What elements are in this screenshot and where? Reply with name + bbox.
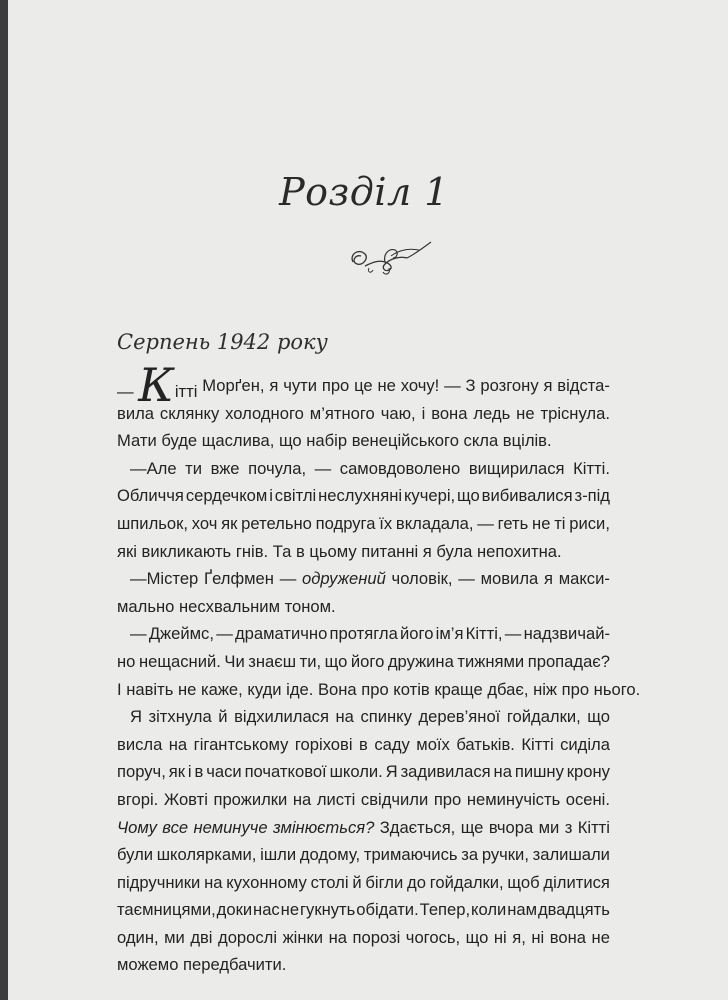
word: крону (566, 762, 610, 782)
word: підручники (117, 872, 201, 892)
word: в (359, 734, 368, 754)
word: мовила (480, 569, 539, 589)
word: мально несхвальним тоном. (117, 596, 336, 616)
text-line (117, 731, 610, 759)
word: хочу! (400, 376, 440, 395)
word: ім’я (435, 624, 464, 644)
word: я (543, 569, 553, 589)
word: початкової (244, 762, 327, 782)
word: до (407, 872, 426, 892)
word: осені. (565, 789, 610, 809)
word: таємницями, (117, 900, 216, 920)
word: — (117, 382, 139, 401)
word: часи (206, 762, 242, 782)
word: змінюється? (272, 817, 375, 837)
word: не (516, 403, 535, 423)
word: зітхнула (148, 707, 212, 727)
word: тижнями (457, 651, 525, 671)
word: Чому (117, 817, 157, 837)
word: ретельно (241, 513, 312, 533)
word: — (216, 624, 233, 644)
word: —Містер (130, 569, 199, 589)
word: ітті (174, 382, 198, 401)
word: залишали (532, 845, 610, 865)
word: протягла (329, 624, 398, 644)
text-line (117, 455, 610, 483)
word: з (564, 817, 573, 837)
word: можемо передбачити. (117, 955, 287, 975)
word: тримаючись (363, 845, 458, 865)
word: чоловік, (391, 569, 453, 589)
word: нам (507, 900, 538, 920)
text-line (117, 869, 610, 897)
word: що (324, 651, 348, 671)
word: на (328, 927, 347, 947)
word: ті (554, 513, 566, 533)
word: це (354, 376, 373, 395)
word: жінки (282, 927, 324, 947)
word: ми (164, 927, 185, 947)
word: про (433, 789, 462, 809)
text-line (117, 896, 610, 924)
word: поруч, (117, 762, 166, 782)
word: хоч (191, 513, 218, 533)
word: вона (431, 403, 468, 423)
text-line (117, 565, 610, 593)
word: Кітті (577, 817, 610, 837)
word: на (335, 707, 354, 727)
word: я (543, 376, 553, 395)
word: нас (253, 900, 280, 920)
word: ні (493, 927, 507, 947)
word: за (461, 845, 479, 865)
opening-word-group (117, 358, 198, 412)
word: порозі (352, 927, 401, 947)
word: й (218, 707, 228, 727)
text-line (117, 786, 610, 814)
chapter-body-text (117, 358, 641, 979)
word: ні (531, 927, 545, 947)
word: Кітті. (573, 458, 610, 478)
word: відхилилася (234, 707, 329, 727)
word: відста- (557, 376, 610, 395)
text-line (117, 510, 610, 538)
word: І навіть не каже, куди іде. Вона про котів краще дбає, ніж про нього. (117, 679, 641, 699)
word: які викликають гнів. Та в цьому питанні я була непохитна. (117, 541, 562, 561)
word: і (421, 403, 426, 423)
word: вила (117, 403, 154, 423)
word: свідчили (360, 789, 429, 809)
word: самовдоволено (339, 458, 461, 478)
text-line (117, 427, 610, 455)
word: столі (310, 872, 349, 892)
word: Здається, (379, 817, 456, 837)
word: Я (385, 762, 398, 782)
word: задивилася (400, 762, 491, 782)
word: його (400, 624, 434, 644)
word: сердечком (185, 486, 268, 506)
word: й (352, 872, 362, 892)
word: —Але (130, 458, 177, 478)
text-line (117, 358, 610, 412)
word: про (321, 376, 350, 395)
word: м’ятного (309, 403, 375, 423)
word: вибивалися (481, 486, 573, 506)
word: геть (497, 513, 529, 533)
word: світлі (274, 486, 317, 506)
word: щоб (507, 872, 540, 892)
word: шпильок, (117, 513, 188, 533)
word: і (269, 486, 273, 506)
word: ще (460, 817, 484, 837)
word: додому, (299, 845, 361, 865)
word: Мати буде щаслива, що набір венеційського скла вцілів. (117, 431, 552, 451)
word: макси- (558, 569, 610, 589)
word: подруга (315, 513, 376, 533)
word: доки (216, 900, 253, 920)
word: дорослі (218, 927, 278, 947)
word: ти (185, 458, 203, 478)
word: нещасний. (138, 651, 221, 671)
word: двадцять (537, 900, 610, 920)
word: Тепер, (419, 900, 471, 920)
word: розгону (480, 376, 539, 395)
section-date-heading: Серпень 1942 року (117, 330, 328, 354)
word: що (457, 486, 480, 506)
word: одружений (302, 569, 386, 589)
word: Я (130, 707, 142, 727)
word: на (204, 872, 223, 892)
word: я, (512, 927, 526, 947)
word: тріснула. (540, 403, 610, 423)
text-line (117, 758, 610, 786)
word: бігли (365, 872, 404, 892)
word: но (117, 651, 136, 671)
word: з-під (574, 486, 610, 506)
word: ішли (260, 845, 297, 865)
word: — (279, 569, 297, 589)
word: — (458, 569, 475, 589)
word: чути (283, 376, 317, 395)
word: — (504, 624, 522, 644)
text-line (117, 482, 610, 510)
word: на (292, 789, 312, 809)
word: ручки, (481, 845, 529, 865)
drop-cap-letter: К (138, 358, 174, 412)
word: холодного (225, 403, 304, 423)
word: неминучість (466, 789, 561, 809)
word: Жовті (163, 789, 208, 809)
word: спинку (360, 707, 412, 727)
word: листі (316, 789, 356, 809)
word: їх (379, 513, 393, 533)
word: гойдалки, (506, 707, 581, 727)
word: драматично (235, 624, 328, 644)
word: — (477, 513, 494, 533)
text-line (117, 924, 610, 952)
word: Ґелфмен (204, 569, 274, 589)
word: кухонному (226, 872, 307, 892)
word: що (587, 707, 610, 727)
word: школи. (329, 762, 383, 782)
word: я (269, 376, 279, 395)
word: пишну (514, 762, 564, 782)
word: дві (190, 927, 213, 947)
word: як (221, 513, 238, 533)
word: чогось, (405, 927, 461, 947)
flourish-ornament-icon (345, 238, 435, 278)
word: вгорі. (117, 789, 159, 809)
word: ти, (299, 651, 322, 671)
word: Кітті, (465, 624, 503, 644)
word: — (130, 624, 147, 644)
word: З (465, 376, 476, 395)
chapter-title: Розділ 1 (279, 170, 449, 214)
word: прожилки (213, 789, 288, 809)
word: надзвичай- (523, 624, 610, 644)
text-line (117, 620, 610, 648)
page-edge-bar (0, 0, 8, 1000)
word: почула, (248, 458, 307, 478)
word: ми (538, 817, 560, 837)
word: на (493, 762, 512, 782)
text-line (117, 703, 610, 731)
word: гойдалки, (429, 872, 504, 892)
word: — (444, 376, 461, 395)
word: все (162, 817, 189, 837)
word: що (465, 927, 489, 947)
word: Чи (224, 651, 245, 671)
word: моїх (416, 734, 450, 754)
word: і (187, 762, 192, 782)
text-line (117, 593, 610, 621)
word: Джеймс, (148, 624, 214, 644)
text-line (117, 951, 610, 979)
word: дружина (387, 651, 454, 671)
word: батьків. (456, 734, 515, 754)
word: вже (210, 458, 240, 478)
word: пропадає? (527, 651, 610, 671)
word: Кітті (521, 734, 554, 754)
text-line (117, 676, 641, 704)
word: на (168, 734, 188, 754)
word: один, (117, 927, 159, 947)
word: гігантському (193, 734, 289, 754)
text-line (117, 400, 610, 428)
word: як (168, 762, 185, 782)
word: його (350, 651, 385, 671)
word: не (377, 376, 396, 395)
text-line (117, 841, 610, 869)
word: не (280, 900, 300, 920)
word: коли (471, 900, 507, 920)
word: неслухняні (318, 486, 403, 506)
word: Обличчя (117, 486, 184, 506)
word: дерев’яної (418, 707, 501, 727)
word: горіхові (294, 734, 353, 754)
word: в (194, 762, 204, 782)
word: риси, (569, 513, 610, 533)
word: гукнуть (299, 900, 356, 920)
text-line (117, 538, 610, 566)
word: вищирилася (468, 458, 565, 478)
word: не (532, 513, 551, 533)
word: не (591, 927, 610, 947)
word: висла (117, 734, 163, 754)
word: сиділа (560, 734, 610, 754)
word: вона (549, 927, 587, 947)
word: Морґен, (202, 376, 265, 395)
text-line (117, 814, 610, 842)
word: ледь (473, 403, 511, 423)
word: неминуче (193, 817, 268, 837)
word: склянку (159, 403, 220, 423)
word: знаєш (248, 651, 297, 671)
word: вчора (488, 817, 534, 837)
text-line (117, 648, 610, 676)
word: кучері, (403, 486, 456, 506)
word: ділитися (543, 872, 610, 892)
word: чаю, (380, 403, 416, 423)
word: були (117, 845, 154, 865)
word: вкладала, (395, 513, 474, 533)
word: — (314, 458, 332, 478)
word: саду (374, 734, 410, 754)
word: школярками, (156, 845, 257, 865)
word: обідати. (356, 900, 419, 920)
